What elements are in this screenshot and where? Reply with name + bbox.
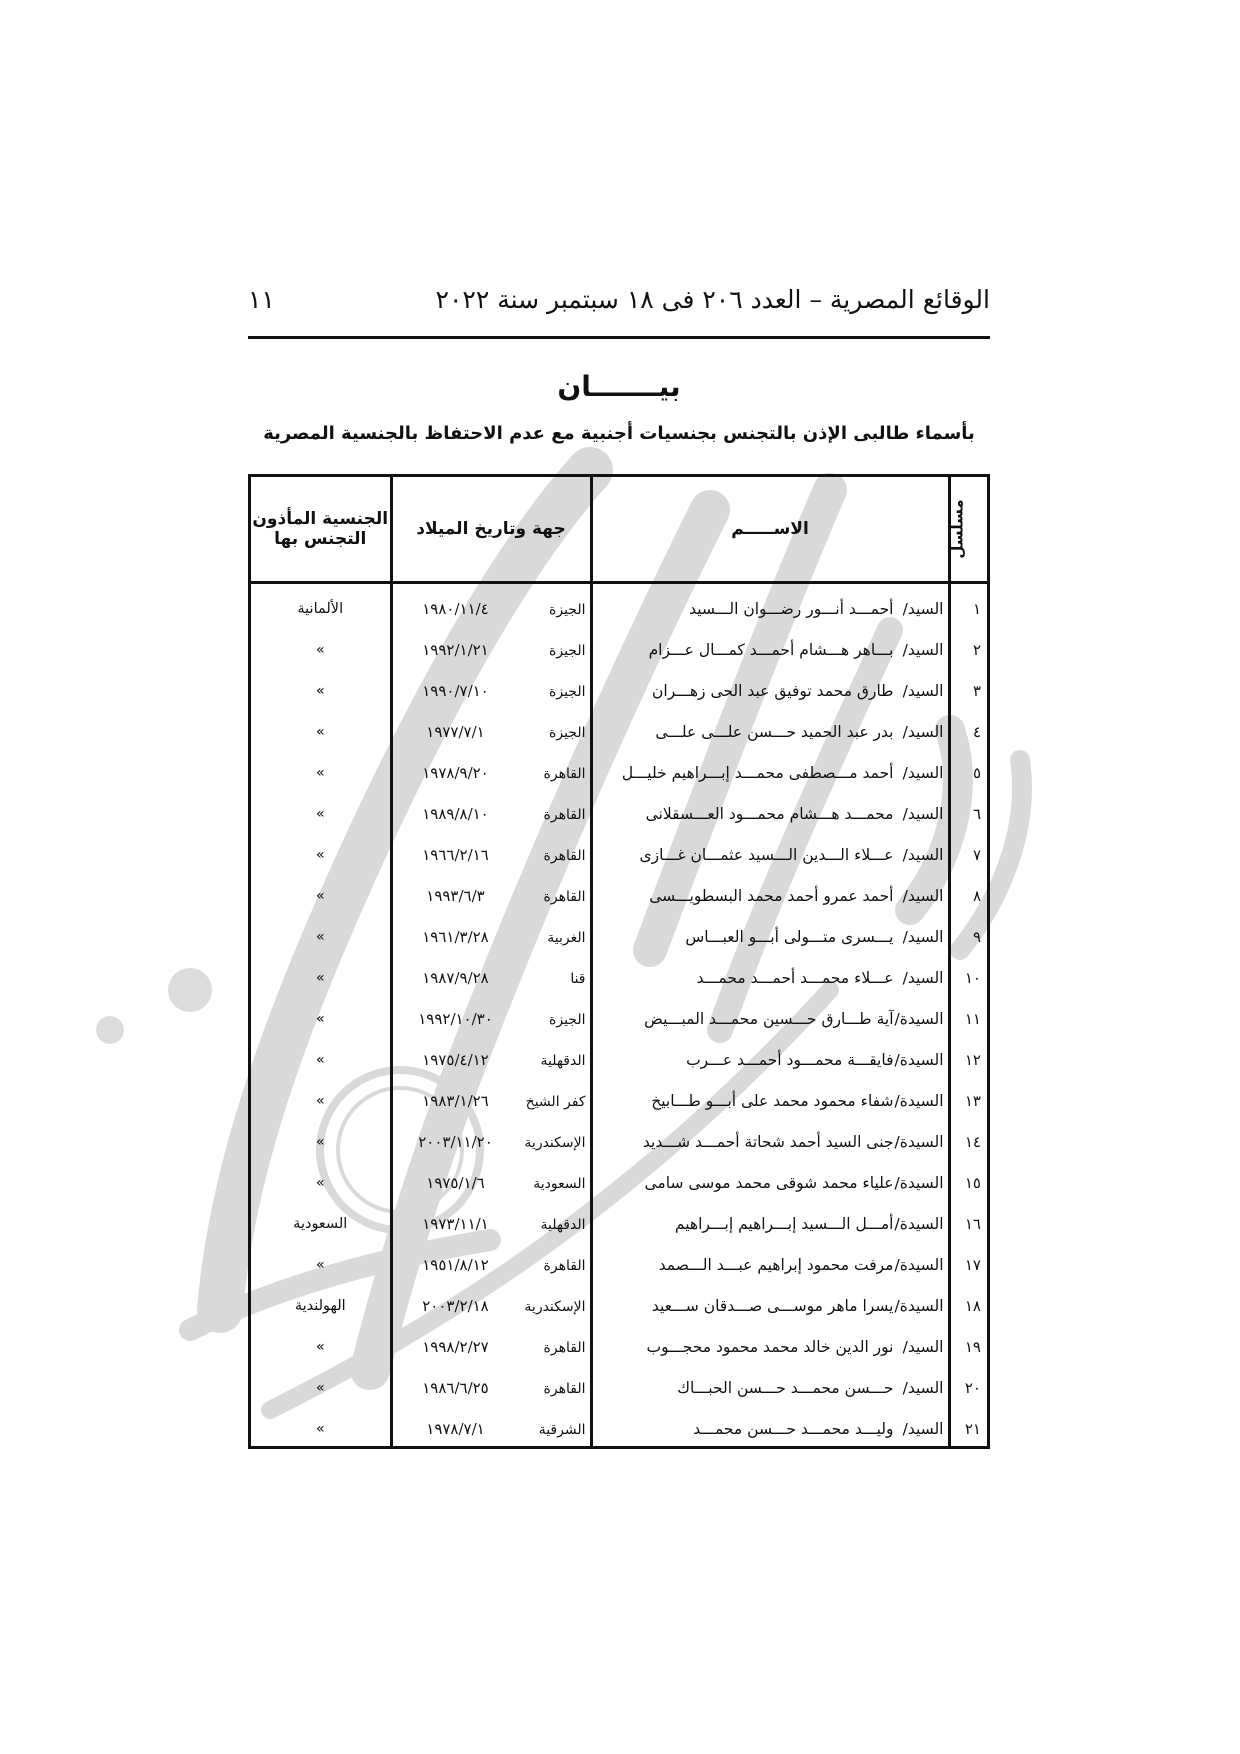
- row-birth-place: السعودية: [533, 1175, 586, 1192]
- row-nationality: »: [315, 723, 325, 740]
- row-nationality: »: [315, 969, 325, 986]
- row-birth-place: الغربية: [547, 929, 586, 946]
- table-row: [251, 1039, 987, 1080]
- table-row: [251, 711, 987, 752]
- row-honorific: السيد/: [902, 722, 944, 741]
- row-person-name: بدر عبد الحميد حـــسن علـــى علـــى: [655, 722, 894, 741]
- row-name-cell: [591, 1408, 949, 1449]
- header-birth: جهة وتاريخ الميلاد: [391, 477, 591, 583]
- row-person-name: فايقـــة محمـــود أحمـــد عـــرب: [686, 1050, 894, 1069]
- row-name-cell: [591, 752, 949, 793]
- row-nationality: »: [315, 846, 325, 863]
- row-serial: ٩: [949, 916, 987, 957]
- row-nationality: »: [315, 764, 325, 781]
- table-row: [251, 1162, 987, 1203]
- row-birth-cell: [391, 670, 591, 711]
- row-birth-cell: [391, 1408, 591, 1449]
- row-serial: ٢: [949, 629, 987, 670]
- row-person-name: حـــسن محمـــد حـــسن الحبـــاك: [677, 1378, 894, 1397]
- row-birth-date: ١٩٨٩/٨/١٠: [422, 804, 489, 823]
- row-name-cell: [591, 957, 949, 998]
- row-birth-cell: [391, 1039, 591, 1080]
- row-serial: ١٨: [949, 1285, 987, 1326]
- row-birth-cell: [391, 583, 591, 630]
- row-birth-date: ١٩٨٧/٩/٢٨: [422, 968, 489, 987]
- row-nationality: الهولندية: [294, 1297, 346, 1314]
- row-name-cell: [591, 1244, 949, 1285]
- row-serial: ٤: [949, 711, 987, 752]
- row-honorific: السيدة/: [894, 1214, 944, 1233]
- row-serial: ٧: [949, 834, 987, 875]
- row-nationality: »: [315, 928, 325, 945]
- table-row: [251, 670, 987, 711]
- header-divider: [248, 336, 990, 339]
- row-birth-cell: [391, 998, 591, 1039]
- row-birth-cell: [391, 793, 591, 834]
- row-honorific: السيد/: [902, 599, 944, 618]
- row-birth-cell: [391, 711, 591, 752]
- row-birth-place: الشرقية: [538, 1421, 586, 1438]
- row-birth-date: ١٩٨٠/١١/٤: [422, 599, 489, 618]
- row-honorific: السيدة/: [894, 1009, 944, 1028]
- document-title: بيـــــــان: [557, 370, 681, 403]
- row-name-cell: [591, 1203, 949, 1244]
- row-birth-date: ١٩٥١/٨/١٢: [422, 1255, 489, 1274]
- header-serial-label: مسلسل: [948, 499, 967, 559]
- header-name: الاســـــم: [591, 477, 949, 583]
- row-person-name: محمـــد هـــشام محمـــود العـــسقلانى: [645, 804, 894, 823]
- row-birth-date: ١٩٧٥/١/٦: [426, 1173, 485, 1192]
- table-row: [251, 916, 987, 957]
- row-person-name: أمـــل الـــسيد إبـــراهيم إبـــراهيم: [674, 1214, 894, 1233]
- row-nationality: »: [315, 1010, 325, 1027]
- row-honorific: السيدة/: [894, 1050, 944, 1069]
- header-serial: [949, 477, 987, 583]
- row-birth-date: ١٩٧٨/٩/٢٠: [422, 763, 489, 782]
- table-row: [251, 629, 987, 670]
- row-birth-place: الجيزة: [549, 601, 586, 618]
- table-header-row: [251, 477, 987, 583]
- row-honorific: السيد/: [902, 681, 944, 700]
- row-person-name: أحمد مـــصطفى محمـــد إبـــراهيم خليـــل: [621, 763, 894, 782]
- row-name-cell: [591, 670, 949, 711]
- row-honorific: السيد/: [902, 1337, 944, 1356]
- row-nationality: »: [315, 1256, 325, 1273]
- row-birth-place: القاهرة: [543, 888, 586, 905]
- row-person-name: طارق محمد توفيق عبد الحى زهـــران: [652, 681, 894, 700]
- row-birth-place: القاهرة: [543, 806, 586, 823]
- row-person-name: مرفت محمود إبراهيم عبـــد الـــصمد: [658, 1255, 894, 1274]
- table-row: [251, 583, 987, 630]
- row-nationality: »: [315, 641, 325, 658]
- row-birth-date: ١٩٧٣/١١/١: [422, 1214, 489, 1233]
- row-birth-date: ١٩٦١/٣/٢٨: [422, 927, 489, 946]
- row-birth-cell: [391, 752, 591, 793]
- row-person-name: يسرا ماهر موســـى صـــدقان ســـعيد: [651, 1296, 894, 1315]
- row-birth-place: الجيزة: [549, 642, 586, 659]
- table-row: [251, 834, 987, 875]
- row-birth-date: ١٩٩٢/١/٢١: [422, 640, 489, 659]
- row-birth-date: ١٩٩٢/١٠/٣٠: [418, 1009, 493, 1028]
- row-honorific: السيد/: [902, 804, 944, 823]
- row-birth-cell: [391, 1285, 591, 1326]
- row-nationality: الألمانية: [297, 600, 344, 617]
- table-row: [251, 752, 987, 793]
- row-serial: ٢١: [949, 1408, 987, 1449]
- applicants-table: [248, 474, 990, 1449]
- header-nationality: الجنسية المأذون التجنس بها: [251, 477, 391, 583]
- row-birth-place: الإسكندرية: [524, 1134, 586, 1151]
- row-name-cell: [591, 1285, 949, 1326]
- row-name-cell: [591, 711, 949, 752]
- row-serial: ١١: [949, 998, 987, 1039]
- row-honorific: السيدة/: [894, 1173, 944, 1192]
- row-birth-place: الجيزة: [549, 1011, 586, 1028]
- table-row: [251, 1326, 987, 1367]
- row-name-cell: [591, 834, 949, 875]
- row-birth-place: القاهرة: [543, 765, 586, 782]
- row-birth-place: الجيزة: [549, 724, 586, 741]
- row-nationality: »: [315, 805, 325, 822]
- row-birth-date: ١٩٧٧/٧/١: [426, 722, 485, 741]
- row-honorific: السيد/: [902, 1378, 944, 1397]
- row-serial: ١٩: [949, 1326, 987, 1367]
- row-nationality: »: [315, 1420, 325, 1437]
- row-person-name: عـــلاء الـــدين الـــسيد عثمـــان غـــازى: [639, 845, 894, 864]
- row-name-cell: [591, 998, 949, 1039]
- row-person-name: أحمـــد أنـــور رضـــوان الـــسيد: [689, 599, 894, 618]
- row-honorific: السيدة/: [894, 1296, 944, 1315]
- row-birth-place: القاهرة: [543, 1339, 586, 1356]
- row-name-cell: [591, 916, 949, 957]
- row-birth-place: القاهرة: [543, 847, 586, 864]
- row-birth-cell: [391, 1121, 591, 1162]
- row-serial: ١٥: [949, 1162, 987, 1203]
- row-birth-date: ١٩٦٦/٢/١٦: [422, 845, 489, 864]
- row-birth-cell: [391, 1203, 591, 1244]
- row-name-cell: [591, 1367, 949, 1408]
- row-birth-date: ١٩٩٨/٢/٢٧: [422, 1337, 489, 1356]
- row-birth-cell: [391, 875, 591, 916]
- row-name-cell: [591, 583, 949, 630]
- row-birth-date: ١٩٧٥/٤/١٢: [422, 1050, 489, 1069]
- row-name-cell: [591, 793, 949, 834]
- row-name-cell: [591, 1162, 949, 1203]
- row-person-name: جنى السيد أحمد شحاتة أحمـــد شـــديد: [642, 1132, 894, 1151]
- row-birth-place: الإسكندرية: [524, 1298, 586, 1315]
- row-person-name: بـــاهر هـــشام أحمـــد كمـــال عـــزام: [648, 640, 894, 659]
- table-row: [251, 875, 987, 916]
- row-name-cell: [591, 875, 949, 916]
- row-birth-cell: [391, 957, 591, 998]
- row-birth-date: ١٩٩٠/٧/١٠: [422, 681, 489, 700]
- table-row: [251, 1285, 987, 1326]
- row-person-name: شفاء محمود محمد على أبـــو طـــابيخ: [651, 1091, 894, 1110]
- row-serial: ١٣: [949, 1080, 987, 1121]
- row-birth-place: الدقهلية: [540, 1052, 586, 1069]
- table-row: [251, 1080, 987, 1121]
- row-person-name: يـــسرى متـــولى أبـــو العبـــاس: [685, 927, 894, 946]
- row-serial: ١: [949, 583, 987, 630]
- row-honorific: السيدة/: [894, 1132, 944, 1151]
- row-honorific: السيد/: [902, 968, 944, 987]
- row-nationality: »: [315, 682, 325, 699]
- table-row: [251, 1203, 987, 1244]
- row-honorific: السيدة/: [894, 1255, 944, 1274]
- row-birth-place: كفر الشيخ: [525, 1093, 586, 1110]
- row-birth-cell: [391, 1326, 591, 1367]
- row-birth-cell: [391, 916, 591, 957]
- row-person-name: نور الدين خالد محمد محمود محجـــوب: [646, 1337, 894, 1356]
- row-person-name: عـــلاء محمـــد أحمـــد محمـــد: [696, 968, 894, 987]
- row-nationality: »: [315, 1133, 325, 1150]
- row-honorific: السيدة/: [894, 1091, 944, 1110]
- row-serial: ٢٠: [949, 1367, 987, 1408]
- row-nationality: السعودية: [293, 1215, 348, 1232]
- row-serial: ٥: [949, 752, 987, 793]
- row-nationality: »: [315, 1092, 325, 1109]
- row-person-name: أحمد عمرو أحمد محمد البسطويـــسى: [649, 886, 894, 905]
- document-subtitle: بأسماء طالبى الإذن بالتجنس بجنسيات أجنبية مع عدم الاحتفاظ بالجنسية المصرية: [263, 423, 975, 444]
- row-name-cell: [591, 1121, 949, 1162]
- page-number: ١١: [248, 285, 275, 314]
- gazette-header-title: الوقائع المصرية – العدد ٢٠٦ فى ١٨ سبتمبر سنة ٢٠٢٢: [435, 285, 990, 314]
- page-header: [248, 285, 990, 327]
- row-honorific: السيد/: [902, 640, 944, 659]
- row-serial: ٦: [949, 793, 987, 834]
- row-name-cell: [591, 1326, 949, 1367]
- row-birth-place: قنا: [570, 970, 586, 987]
- table-row: [251, 1367, 987, 1408]
- row-serial: ٨: [949, 875, 987, 916]
- table-row: [251, 998, 987, 1039]
- table-row: [251, 957, 987, 998]
- row-honorific: السيد/: [902, 845, 944, 864]
- row-birth-cell: [391, 1162, 591, 1203]
- row-birth-date: ١٩٨٦/٦/٢٥: [422, 1378, 489, 1397]
- table-body: [251, 583, 987, 1450]
- row-serial: ٣: [949, 670, 987, 711]
- row-serial: ١٢: [949, 1039, 987, 1080]
- row-nationality: »: [315, 1379, 325, 1396]
- table-row: [251, 1244, 987, 1285]
- row-nationality: »: [315, 887, 325, 904]
- row-birth-date: ٢٠٠٣/٢/١٨: [422, 1296, 489, 1315]
- row-serial: ١٦: [949, 1203, 987, 1244]
- row-name-cell: [591, 629, 949, 670]
- row-serial: ١٧: [949, 1244, 987, 1285]
- row-person-name: آية طـــارق حـــسين محمـــد المبـــيض: [644, 1009, 894, 1028]
- row-honorific: السيد/: [902, 927, 944, 946]
- row-birth-cell: [391, 1244, 591, 1285]
- row-birth-cell: [391, 1080, 591, 1121]
- row-person-name: علياء محمد شوقى محمد موسى سامى: [644, 1173, 894, 1192]
- row-name-cell: [591, 1039, 949, 1080]
- row-birth-cell: [391, 1367, 591, 1408]
- row-nationality: »: [315, 1174, 325, 1191]
- table-row: [251, 1408, 987, 1449]
- row-birth-date: ١٩٨٣/١/٢٦: [422, 1091, 489, 1110]
- row-nationality: »: [315, 1338, 325, 1355]
- row-honorific: السيد/: [902, 886, 944, 905]
- table-row: [251, 793, 987, 834]
- row-honorific: السيد/: [902, 1419, 944, 1438]
- row-birth-place: القاهرة: [543, 1257, 586, 1274]
- row-birth-place: القاهرة: [543, 1380, 586, 1397]
- row-honorific: السيد/: [902, 763, 944, 782]
- row-birth-cell: [391, 834, 591, 875]
- row-person-name: وليـــد محمـــد حـــسن محمـــد: [693, 1419, 894, 1438]
- row-birth-place: الجيزة: [549, 683, 586, 700]
- table-row: [251, 1121, 987, 1162]
- row-name-cell: [591, 1080, 949, 1121]
- row-birth-date: ٢٠٠٣/١١/٢٠: [418, 1132, 493, 1151]
- row-birth-place: الدقهلية: [540, 1216, 586, 1233]
- row-birth-date: ١٩٩٣/٦/٣: [426, 886, 485, 905]
- row-serial: ١٠: [949, 957, 987, 998]
- row-serial: ١٤: [949, 1121, 987, 1162]
- row-birth-date: ١٩٧٨/٧/١: [426, 1419, 485, 1438]
- row-birth-cell: [391, 629, 591, 670]
- row-nationality: »: [315, 1051, 325, 1068]
